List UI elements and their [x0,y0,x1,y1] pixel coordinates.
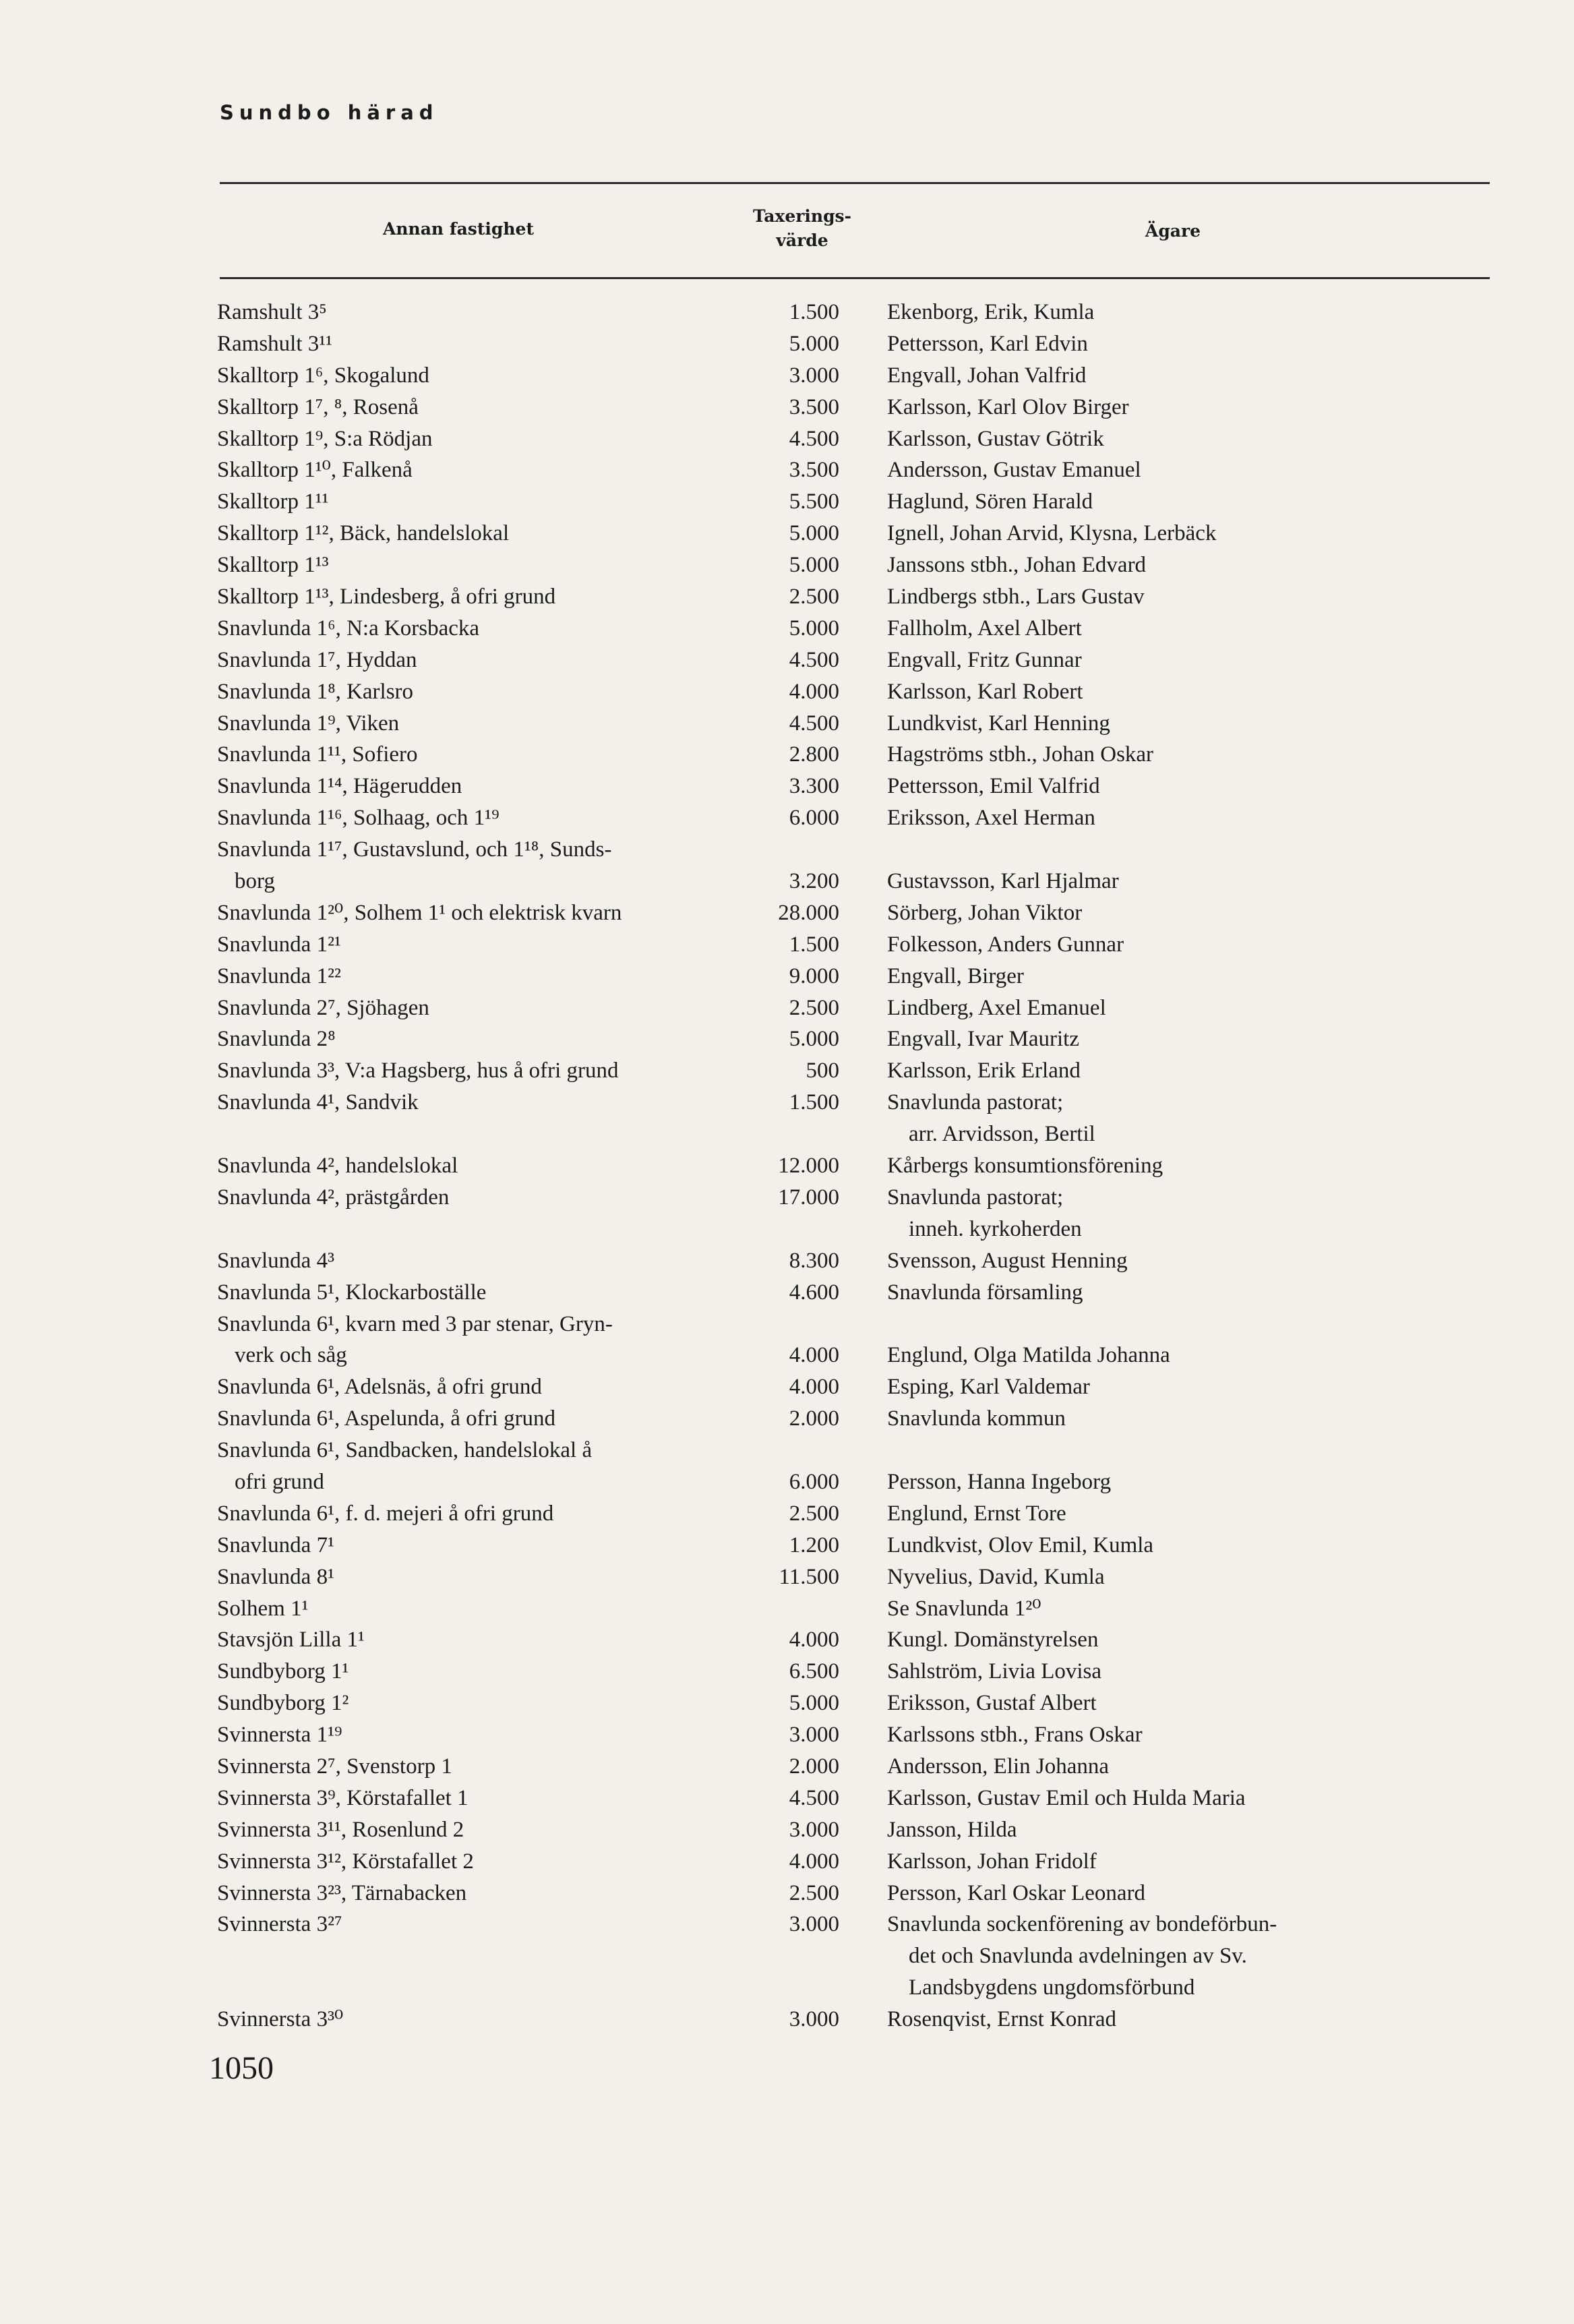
value-cell: 4.000 [789,1343,839,1368]
value-cell: 4.600 [789,1280,839,1305]
owner-cell: Janssons stbh., Johan Edvard [887,553,1147,578]
property-cell: Stavsjön Lilla 1¹ [217,1628,365,1652]
value-cell: 3.500 [789,394,839,419]
value-cell: 5.000 [789,1027,839,1052]
table-row [0,423,1574,455]
value-cell: 28.000 [778,900,839,925]
value-cell: 9.000 [789,963,839,988]
table-row [0,1023,1574,1055]
property-cell: Snavlunda 1¹⁶, Solhaag, och 1¹⁹ [217,806,500,831]
table-row [0,549,1574,581]
table-row [0,360,1574,392]
property-cell: Snavlunda 1⁷, Hyddan [217,647,417,672]
owner-cell: Folkesson, Anders Gunnar [887,932,1124,957]
value-cell: 3.300 [789,774,839,799]
table-row [0,1878,1574,1909]
value-cell: 4.000 [789,1375,839,1400]
property-cell: Snavlunda 7¹ [217,1532,334,1557]
owner-cell: Andersson, Gustav Emanuel [887,458,1141,483]
owner-cell: Snavlunda pastorat; [887,1090,1064,1115]
owner-cell: Karlsson, Karl Robert [887,679,1083,704]
table-row [0,866,1574,897]
property-cell: Skalltorp 1¹³, Lindesberg, å ofri grund [217,585,556,609]
table-top-rule [220,182,1490,184]
property-cell: Snavlunda 1⁸, Karlsro [217,679,414,704]
property-cell: Snavlunda 1⁹, Viken [217,711,400,736]
property-cell: Snavlunda 6¹, f. d. mejeri å ofri grund [217,1501,554,1526]
value-cell: 500 [806,1059,839,1083]
table-row [0,1719,1574,1751]
table-row [0,961,1574,992]
owner-cell: Persson, Hanna Ingeborg [887,1469,1112,1494]
table-row [0,1561,1574,1593]
table-row [0,992,1574,1024]
owner-cell: Ekenborg, Erik, Kumla [887,300,1095,324]
owner-cell: Eriksson, Axel Herman [887,806,1095,831]
running-header: Sundbo härad [220,101,439,124]
table-row [0,1624,1574,1656]
table-row [0,834,1574,866]
table-row [0,676,1574,708]
table-row [0,1940,1574,1972]
property-cell: Snavlunda 4², handelslokal [217,1154,458,1179]
value-cell: 2.000 [789,1754,839,1779]
table-row [0,1119,1574,1150]
owner-cell: Karlsson, Johan Fridolf [887,1849,1097,1874]
property-cell: Svinnersta 3³⁰ [217,2007,344,2032]
value-cell: 3.000 [789,1817,839,1842]
table-row [0,1814,1574,1846]
table-row [0,1371,1574,1403]
value-cell: 4.500 [789,647,839,672]
owner-cell: Rosenqvist, Ernst Konrad [887,2007,1117,2032]
table-row [0,1846,1574,1878]
owner-cell: Karlsson, Gustav Götrik [887,426,1104,451]
property-cell: Snavlunda 3³, V:a Hagsberg, hus å ofri grund [217,1059,619,1083]
owner-cell: Pettersson, Emil Valfrid [887,774,1100,799]
value-cell: 17.000 [778,1185,839,1210]
property-cell: Snavlunda 4², prästgården [217,1185,450,1210]
owner-continuation-cell: Landsbygdens ungdomsförbund [909,1975,1195,2000]
table-row [0,1277,1574,1309]
property-cell: Svinnersta 3¹¹, Rosenlund 2 [217,1817,464,1842]
table-row [0,1909,1574,1940]
owner-cell: Lindberg, Axel Emanuel [887,995,1106,1020]
table-row [0,1182,1574,1214]
owner-cell: Jansson, Hilda [887,1817,1017,1842]
property-cell: Ramshult 3⁵ [217,300,327,324]
owner-cell: Nyvelius, David, Kumla [887,1564,1105,1589]
table-row [0,1214,1574,1245]
value-cell: 2.500 [789,1880,839,1905]
property-cell: Svinnersta 3²³, Tärnabacken [217,1880,467,1905]
owner-cell: Snavlunda sockenförening av bondeförbun- [887,1912,1277,1937]
property-cell: Skalltorp 1¹⁰, Falkenå [217,458,413,483]
value-cell: 2.500 [789,1501,839,1526]
property-cell: Snavlunda 1²¹ [217,932,341,957]
property-cell: Skalltorp 1¹³ [217,553,329,578]
property-cell: Snavlunda 6¹, Sandbacken, handelslokal å [217,1438,593,1463]
value-cell: 5.000 [789,1691,839,1716]
value-cell: 2.800 [789,742,839,767]
table-row [0,929,1574,961]
owner-continuation-cell: inneh. kyrkoherden [909,1216,1082,1241]
value-cell: 5.000 [789,553,839,578]
property-cell: Skalltorp 1⁹, S:a Rödjan [217,426,433,451]
property-cell: Solhem 1¹ [217,1596,309,1621]
column-header-property: Annan fastighet [382,219,534,239]
value-cell: 4.500 [789,426,839,451]
value-cell: 3.000 [789,363,839,388]
table-row [0,581,1574,613]
value-cell: 8.300 [789,1248,839,1273]
owner-cell: Hagströms stbh., Johan Oskar [887,742,1154,767]
table-row [0,1340,1574,1371]
value-cell: 3.000 [789,2007,839,2032]
owner-cell: Snavlunda församling [887,1280,1083,1305]
owner-cell: Lundkvist, Karl Henning [887,711,1110,736]
owner-cell: Se Snavlunda 1²⁰ [887,1596,1041,1621]
owner-cell: Englund, Ernst Tore [887,1501,1066,1526]
property-cell: Snavlunda 8¹ [217,1564,334,1589]
table-row [0,708,1574,740]
property-cell: Skalltorp 1¹¹ [217,489,329,514]
value-cell: 12.000 [778,1154,839,1179]
value-cell: 4.500 [789,1785,839,1810]
value-cell: 6.000 [789,1469,839,1494]
value-cell: 1.500 [789,932,839,957]
table-row [0,645,1574,676]
property-continuation-cell: verk och såg [235,1343,347,1368]
owner-cell: Andersson, Elin Johanna [887,1754,1110,1779]
value-cell: 3.500 [789,458,839,483]
owner-cell: Snavlunda kommun [887,1406,1066,1431]
value-cell: 4.000 [789,1628,839,1652]
table-row [0,613,1574,645]
value-cell: 3.000 [789,1723,839,1748]
owner-cell: Snavlunda pastorat; [887,1185,1064,1210]
page-number: 1050 [209,2050,274,2086]
value-cell: 1.500 [789,1090,839,1115]
owner-cell: Esping, Karl Valdemar [887,1375,1090,1400]
table-row [0,771,1574,802]
value-cell: 1.200 [789,1532,839,1557]
table-row [0,518,1574,549]
table-row [0,1751,1574,1783]
owner-cell: Sahlström, Livia Lovisa [887,1659,1102,1684]
property-cell: Sundbyborg 1¹ [217,1659,349,1684]
owner-cell: Kårbergs konsumtionsförening [887,1154,1163,1179]
property-cell: Snavlunda 6¹, Aspelunda, å ofri grund [217,1406,556,1431]
property-cell: Snavlunda 1⁶, N:a Korsbacka [217,616,480,640]
property-cell: Svinnersta 3²⁷ [217,1912,342,1937]
table-row [0,1783,1574,1814]
owner-cell: Ignell, Johan Arvid, Klysna, Lerbäck [887,521,1217,546]
table-row [0,1688,1574,1719]
property-continuation-cell: ofri grund [235,1469,324,1494]
property-cell: Snavlunda 1²² [217,963,341,988]
table-row [0,1245,1574,1277]
column-header-value [728,204,876,253]
table-row [0,1466,1574,1498]
property-cell: Snavlunda 6¹, Adelsnäs, å ofri grund [217,1375,542,1400]
property-cell: Snavlunda 6¹, kvarn med 3 par stenar, Gryn- [217,1311,613,1336]
table-row [0,1530,1574,1561]
property-cell: Svinnersta 2⁷, Svenstorp 1 [217,1754,452,1779]
table-row [0,897,1574,929]
property-cell: Snavlunda 2⁷, Sjöhagen [217,995,429,1020]
owner-cell: Engvall, Johan Valfrid [887,363,1087,388]
owner-cell: Lindbergs stbh., Lars Gustav [887,585,1145,609]
table-row [0,1656,1574,1688]
value-cell: 2.000 [789,1406,839,1431]
owner-cell: Sörberg, Johan Viktor [887,900,1083,925]
table-row [0,1150,1574,1182]
owner-cell: Engvall, Ivar Mauritz [887,1027,1079,1052]
value-cell: 3.200 [789,869,839,894]
table-row [0,454,1574,486]
owner-cell: Eriksson, Gustaf Albert [887,1691,1097,1716]
property-cell: Snavlunda 2⁸ [217,1027,336,1052]
value-cell: 11.500 [779,1564,839,1589]
property-list [0,297,1574,2035]
table-header-rule [220,277,1490,279]
owner-continuation-cell: arr. Arvidsson, Bertil [909,1122,1095,1147]
value-cell: 6.500 [789,1659,839,1684]
value-cell: 2.500 [789,585,839,609]
table-row [0,1087,1574,1119]
table-row [0,1498,1574,1530]
value-cell: 2.500 [789,995,839,1020]
property-cell: Skalltorp 1⁷, ⁸, Rosenå [217,394,419,419]
table-row [0,392,1574,423]
property-cell: Snavlunda 1¹⁷, Gustavslund, och 1¹⁸, Sunds- [217,837,612,862]
table-row [0,1055,1574,1087]
value-cell: 6.000 [789,806,839,831]
table-row [0,739,1574,771]
value-cell: 5.500 [789,489,839,514]
owner-cell: Karlsson, Karl Olov Birger [887,394,1129,419]
owner-cell: Haglund, Sören Harald [887,489,1093,514]
owner-continuation-cell: det och Snavlunda avdelningen av Sv. [909,1944,1247,1969]
table-row [0,328,1574,360]
table-row [0,1593,1574,1625]
column-header-value-text: Taxerings-värde [753,206,851,250]
property-cell: Sundbyborg 1² [217,1691,349,1716]
owner-cell: Kungl. Domänstyrelsen [887,1628,1099,1652]
value-cell: 5.000 [789,331,839,356]
owner-cell: Svensson, August Henning [887,1248,1128,1273]
value-cell: 4.500 [789,711,839,736]
owner-cell: Karlsson, Gustav Emil och Hulda Maria [887,1785,1246,1810]
value-cell: 5.000 [789,616,839,640]
table-row [0,1972,1574,2004]
property-cell: Svinnersta 3⁹, Körstafallet 1 [217,1785,468,1810]
owner-cell: Englund, Olga Matilda Johanna [887,1343,1170,1368]
property-cell: Skalltorp 1¹², Bäck, handelslokal [217,521,510,546]
owner-cell: Engvall, Birger [887,963,1024,988]
property-cell: Svinnersta 1¹⁹ [217,1723,342,1748]
value-cell: 4.000 [789,1849,839,1874]
value-cell: 3.000 [789,1912,839,1937]
column-header-owner: Ägare [1145,221,1201,241]
table-row [0,2004,1574,2035]
table-row [0,1435,1574,1466]
property-cell: Svinnersta 3¹², Körstafallet 2 [217,1849,474,1874]
owner-cell: Lundkvist, Olov Emil, Kumla [887,1532,1154,1557]
owner-cell: Persson, Karl Oskar Leonard [887,1880,1146,1905]
value-cell: 4.000 [789,679,839,704]
property-continuation-cell: borg [235,869,275,894]
table-row [0,802,1574,834]
property-cell: Snavlunda 4¹, Sandvik [217,1090,419,1115]
table-row [0,486,1574,518]
value-cell: 1.500 [789,300,839,324]
property-cell: Ramshult 3¹¹ [217,331,333,356]
property-cell: Snavlunda 4³ [217,1248,334,1273]
property-cell: Snavlunda 1¹¹, Sofiero [217,742,418,767]
owner-cell: Fallholm, Axel Albert [887,616,1082,640]
owner-cell: Karlsson, Erik Erland [887,1059,1081,1083]
property-cell: Skalltorp 1⁶, Skogalund [217,363,429,388]
table-row [0,297,1574,328]
property-cell: Snavlunda 1²⁰, Solhem 1¹ och elektrisk kvarn [217,900,622,925]
owner-cell: Pettersson, Karl Edvin [887,331,1088,356]
table-row [0,1309,1574,1340]
table-row [0,1403,1574,1435]
owner-cell: Engvall, Fritz Gunnar [887,647,1082,672]
owner-cell: Karlssons stbh., Frans Oskar [887,1723,1143,1748]
value-cell: 5.000 [789,521,839,546]
property-cell: Snavlunda 5¹, Klockarboställe [217,1280,487,1305]
owner-cell: Gustavsson, Karl Hjalmar [887,869,1119,894]
property-cell: Snavlunda 1¹⁴, Hägerudden [217,774,462,799]
